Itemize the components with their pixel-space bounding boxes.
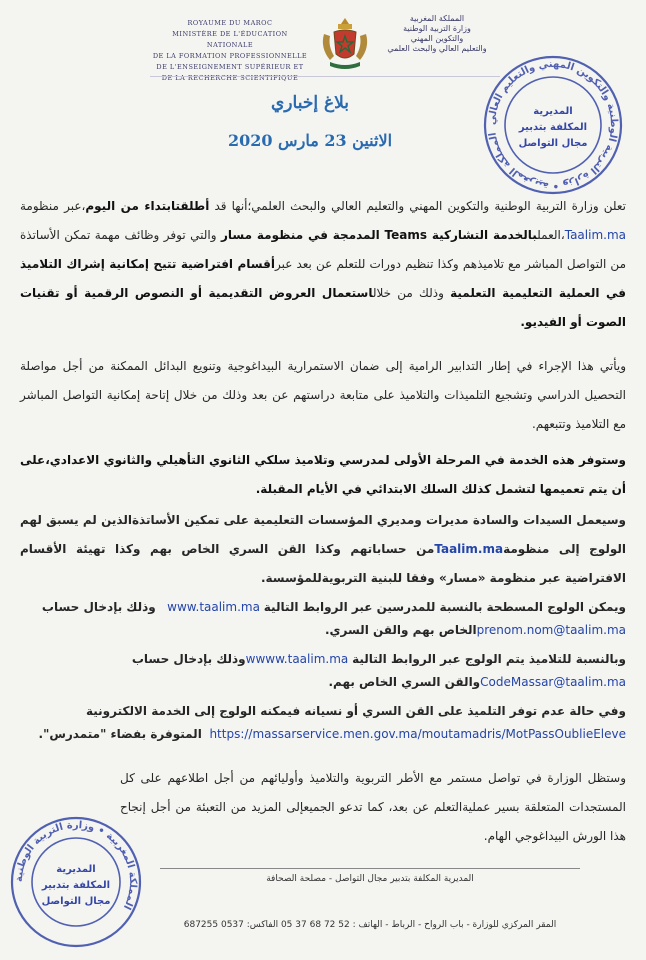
- access-line: [20, 619, 626, 642]
- taalim-link[interactable]: Taalim.ma: [564, 228, 626, 242]
- text: وذلك من خلال: [372, 286, 451, 300]
- stamp-line: المكلفة بتدبير: [518, 122, 588, 133]
- text: ويمكن الولوج المسطحة بالنسبة للمدرسين عبر الروابط التالية: [263, 600, 626, 614]
- text: وذلك بإدخال حساب: [131, 652, 246, 666]
- letterhead-arabic-line: المملكة المغربية: [409, 14, 465, 23]
- access-line: [20, 596, 626, 619]
- footer-divider: [160, 868, 580, 869]
- stamp-line: المكلفة بتدبير: [41, 880, 111, 891]
- stamp-line: مجال التواصل: [41, 896, 111, 907]
- stamp-line: مجال التواصل: [518, 138, 588, 149]
- notice-title: بلاغ إخباري: [271, 93, 349, 113]
- access-line: [20, 723, 626, 746]
- paragraph-directors: [20, 506, 626, 593]
- text: وفي حالة عدم توفر التلميذ على القن السري أو نسيانه فيمكنه الولوج إلى الخدمة الالكترونية: [86, 704, 626, 718]
- paragraph-rollout: [20, 446, 626, 504]
- text: والقن السري الخاص بهم.: [328, 675, 481, 689]
- letterhead-french-line: DE LA FORMATION PROFESSIONNELLE: [152, 52, 308, 60]
- bold-text: أقسام افتراضية تتيح إمكانية إشراك التلاميذ في العملية التعليمية التعلمية: [20, 257, 626, 300]
- paragraph-context: ويأتي هذا الإجراء في إطار التدابير الرامية إلى ضمان الاستمرارية البيداغوجية وتنويع البدائل الممكنة من أجل مواصلة التحصيل الدراسي وتشجيع التلميذات والتلاميذ على متابعة دراستهم عن بعد وذلك من خلال إتاحة إمكانية التواصل المباشر مع التلاميذ وتتبعهم.: [20, 359, 626, 431]
- notice-date: الاثنين 23 مارس 2020: [227, 131, 393, 150]
- text: وبالنسبة للتلاميذ يتم الولوج عبر الروابط التالية: [352, 652, 626, 666]
- text: وسيعمل السيدات والسادة مديرات ومديري المؤسسات التعليمية على تمكين الأساتذةالذين لم يسبق لهم الولوج إلى منظومة: [20, 513, 626, 556]
- top-official-stamp: [478, 50, 628, 200]
- bottom-official-stamp: [6, 812, 146, 952]
- footer-address: المقر المركزي للوزارة - باب الرواح - الرباط - الهاتف : 52 72 68 37 05 الفاكس: 0537 687255: [183, 920, 557, 930]
- stamp-line: المديرية: [533, 106, 573, 117]
- stamp-ring-text: المملكة المغربية • وزارة التربية الوطنية والتكوين المهني والتعليم العالي: [486, 58, 620, 192]
- letterhead-divider: [150, 76, 500, 77]
- letterhead-arabic-line: والتكوين المهني: [410, 34, 464, 43]
- paragraph-closing: وستظل الوزارة في تواصل مستمر مع الأطر التربوية والتلاميذ وأوليائهم من أجل اطلاعهم على كل المستجدات المتعلقة بسير عمليةالتعلم عن بعد، كما تدعو الجميعإلى المزيد من التعبئة من أجل إنجاح هذا الورش البيداغوجي الهام.: [120, 771, 626, 843]
- letterhead-french-line: MINISTÈRE DE L'ÉDUCATION NATIONALE: [172, 30, 288, 49]
- bold-text: بالخدمة التشاركية Teams المدمجة في منظومة مسار: [221, 228, 538, 242]
- massarservice-link[interactable]: https://massarservice.men.gov.ma/moutamadris/MotPassOublieEleve: [209, 727, 626, 741]
- access-students: [20, 648, 626, 694]
- letterhead-arabic: [382, 14, 492, 54]
- access-forgot-password: [20, 700, 626, 746]
- bold-text: وستوفر هذه الخدمة في المرحلة الأولى لمدرسي وتلاميذ سلكي الثانوي التأهيلي والثانوي الاعدادي: [49, 453, 626, 467]
- text: والتي توفر وظائف مهمة تمكن الأساتذة من التواصل المباشر مع تلاميذهم وكذا تنظيم دورات للتعلم عن بعد عبر: [20, 228, 626, 271]
- letterhead-arabic-line: وزارة التربية الوطنية: [403, 24, 471, 33]
- footer-department: المديرية المكلفة بتدبير مجال التواصل - مصلحة الصحافة: [266, 874, 474, 884]
- text: ،عبر منظومة: [20, 199, 86, 213]
- bold-text: ،على أن يتم تعميمها لتشمل كذلك السلك الابتدائي في الأيام المقبلة.: [20, 453, 626, 496]
- stamp-line: المديرية: [56, 864, 96, 875]
- letterhead-french-line: ROYAUME DU MAROC: [187, 19, 273, 27]
- stamp-ring-text: المملكة المغربية • وزارة التربية الوطنية: [13, 819, 139, 912]
- text: من حساباتهم وكذا القن السري الخاص بهم وكذا تهيئة الأقسام الافتراضية عبر منظومة «مسار» وفقا للبنية التربويةللمؤسسة.: [20, 542, 626, 585]
- letterhead-french-line: DE L'ENSEIGNEMENT SUPÉRIEUR ET DE LA RECHERCHE SCIENTIFIQUE: [156, 63, 304, 82]
- text: المتوفرة بفضاء "متمدرس".: [38, 727, 202, 741]
- text: تعلن وزارة التربية الوطنية والتكوين المهني والتعليم العالي والبحث العلمي؛أنها قد: [209, 199, 626, 213]
- students-url-link[interactable]: wwww.taalim.ma: [245, 652, 349, 666]
- paragraph-announcement: [20, 192, 626, 337]
- bold-text: استعمال العروض التقديمية أو النصوص الرقمية أو تقنيات الصوت أو الفيديو.: [20, 286, 626, 329]
- bold-text: أطلقتابتداء من اليوم: [85, 199, 210, 213]
- access-line: [20, 671, 626, 694]
- teachers-account-link[interactable]: prenom.nom@taalim.ma: [476, 623, 626, 637]
- access-line: [20, 648, 626, 671]
- taalim-link[interactable]: Taalim.ma: [434, 542, 504, 556]
- students-account-link[interactable]: CodeMassar@taalim.ma: [480, 675, 626, 689]
- access-teachers: [20, 596, 626, 642]
- text: ،العمل: [537, 228, 565, 242]
- teachers-url-link[interactable]: www.taalim.ma: [167, 600, 260, 614]
- text: وذلك بإدخال حساب: [41, 600, 156, 614]
- text: الخاص بهم والقن السري.: [324, 623, 477, 637]
- letterhead-arabic-line: والتعليم العالي والبحث العلمي: [387, 44, 487, 53]
- royal-emblem-icon: [316, 14, 374, 72]
- access-line: [20, 700, 626, 723]
- letterhead-french: [150, 18, 310, 84]
